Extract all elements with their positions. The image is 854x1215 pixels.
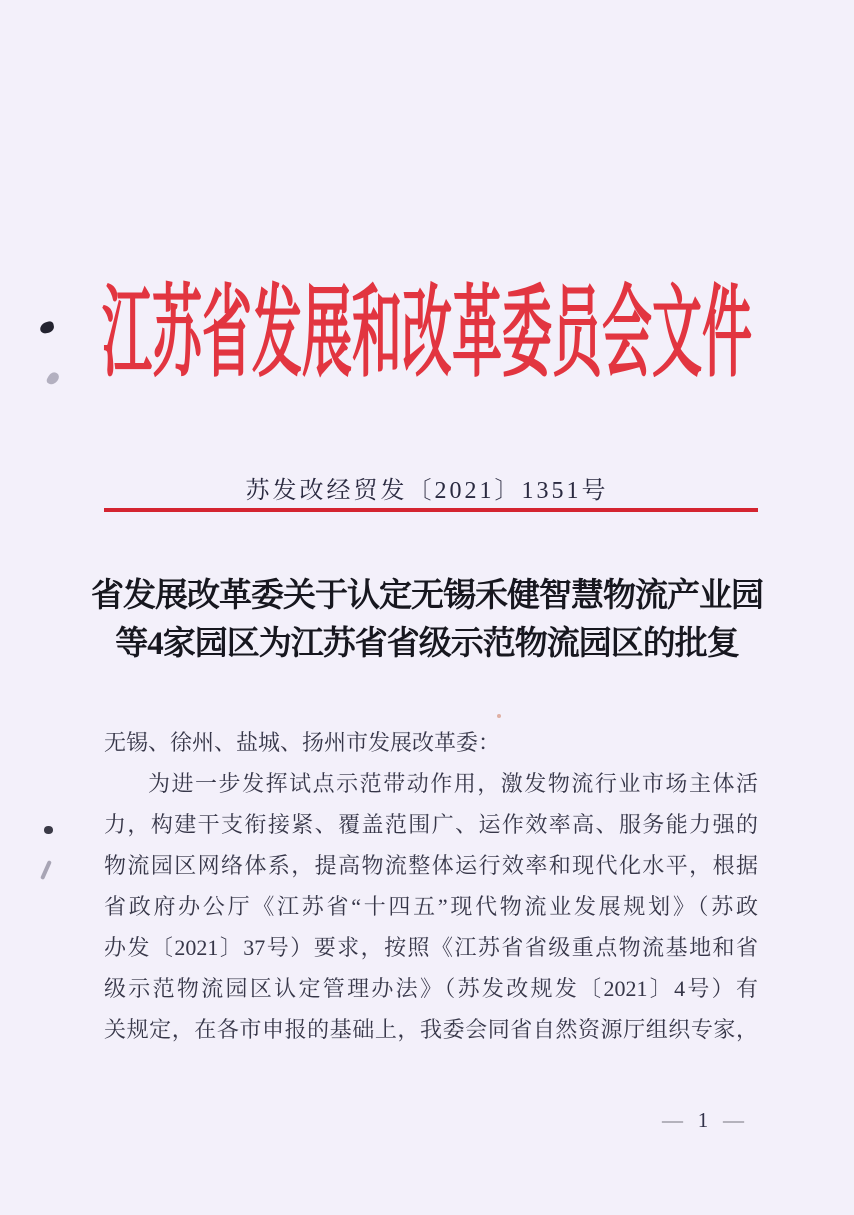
page-number-value: 1 xyxy=(697,1108,709,1132)
agency-masthead-title: 江苏省发展和改革委员会文件 xyxy=(102,277,752,389)
scan-speck xyxy=(44,826,53,834)
body-line: 为进一步发挥试点示范带动作用，激发物流行业市场主体活 xyxy=(148,771,758,796)
document-title-line-1: 省发展改革委关于认定无锡禾健智慧物流产业园 xyxy=(91,578,763,614)
body-line: 级示范物流园区认定管理办法》（苏发改规发〔2021〕4号）有 xyxy=(104,976,758,1001)
document-reference-number: 苏发改经贸发〔2021〕1351号 xyxy=(245,478,609,504)
red-separator-rule xyxy=(104,508,758,512)
page-number-dash-left: — xyxy=(662,1108,683,1132)
salutation-line: 无锡、徐州、盐城、扬州市发展改革委： xyxy=(104,730,501,755)
page-number xyxy=(662,1108,744,1133)
body-line: 省政府办公厅《江苏省“十四五”现代物流业发展规划》（苏政 xyxy=(104,894,759,919)
body-line: 办发〔2021〕37号）要求，按照《江苏省省级重点物流基地和省 xyxy=(104,935,758,960)
document-body xyxy=(104,722,758,1050)
body-line: 物流园区网络体系，提高物流整体运行效率和现代化水平，根据 xyxy=(104,853,758,878)
body-line: 关规定，在各市申报的基础上，我委会同省自然资源厅组织专家， xyxy=(104,1017,758,1042)
document-title xyxy=(70,572,784,668)
document-title-line-2: 等4家园区为江苏省省级示范物流园区的批复 xyxy=(115,626,739,662)
scan-speck xyxy=(497,714,501,718)
scan-speck xyxy=(40,860,52,880)
page-number-dash-right: — xyxy=(723,1108,744,1132)
body-line: 力，构建干支衔接紧、覆盖范围广、运作效率高、服务能力强的 xyxy=(104,812,758,837)
